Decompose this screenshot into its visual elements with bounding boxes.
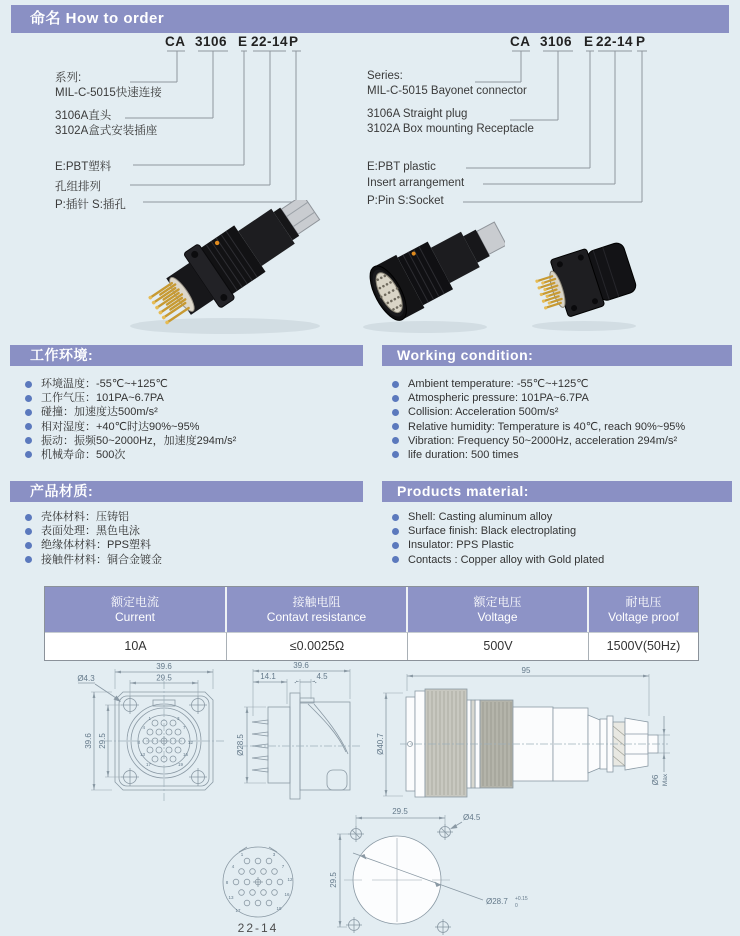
bullet-icon [392, 437, 399, 444]
spec-item [392, 420, 685, 434]
spec-item [25, 377, 236, 391]
pin-number: 16 [183, 752, 189, 757]
dim-cutout-height: 29.5 [329, 872, 338, 888]
spec-item-text: Collision: Acceleration 500m/s² [408, 406, 559, 419]
spec-item [392, 448, 685, 462]
spec-item [392, 434, 685, 448]
col-header-voltage-proof [589, 587, 698, 632]
pin-number: 7 [183, 725, 186, 730]
spec-item [392, 377, 685, 391]
label-insert: Insert arrangement [367, 177, 465, 189]
spec-item-text: 接触件材料：铜合金镀金 [41, 553, 162, 566]
dim-cutout-tol-upper: +0.15 [515, 896, 528, 902]
bullet-icon [25, 409, 32, 416]
working-condition-list-en [392, 377, 685, 462]
spec-item [25, 405, 236, 419]
spec-item-text: Surface finish: Black electroplating [408, 525, 577, 538]
side-view-drawing [236, 661, 360, 799]
pin-number: 12 [287, 877, 293, 882]
dim-front-height-inner: 29.5 [98, 733, 107, 749]
pin-number: 3 [177, 716, 180, 721]
dim-plug-dia: Ø40.7 [376, 733, 385, 755]
pin-number: 1 [148, 716, 151, 721]
spec-item-text: Ambient temperature: -55℃~+125℃ [408, 378, 589, 390]
connector-photo-plug-with-flange [105, 200, 340, 340]
spec-item-text: life duration: 500 times [408, 448, 519, 461]
label-material: E:PBT塑料 [55, 161, 112, 173]
pin-number: 3 [272, 852, 276, 857]
connector-photo-receptacle [522, 228, 652, 336]
col-header-en: Contavt resistance [266, 610, 367, 624]
col-header-cn: 接触电阻 [292, 595, 341, 609]
material-list-cn [25, 510, 162, 567]
dim-front-width-outer: 39.6 [156, 662, 172, 671]
pin-number: 16 [284, 892, 290, 897]
label-series-2: MIL-C-5015 Bayonet connector [367, 85, 527, 97]
dim-plug-length: 95 [521, 666, 531, 675]
bullet-icon [392, 542, 399, 549]
table-header-row [45, 587, 698, 632]
cell-current: 10A [45, 632, 227, 660]
col-header-en: Voltage [477, 610, 518, 624]
cell-voltage: 500V [408, 632, 589, 660]
dim-side-total: 39.6 [293, 661, 309, 670]
cell-contact-resistance: ≤0.0025Ω [227, 632, 408, 660]
label-series-1: Series: [367, 70, 403, 82]
spec-item-text: 壳体材料：压铸铝 [41, 511, 129, 523]
spec-item [25, 391, 236, 405]
bullet-icon [392, 395, 399, 402]
col-header-en: Voltage proof [608, 610, 679, 624]
bullet-icon [25, 542, 32, 549]
spec-table [44, 586, 699, 661]
dim-plug-cable-dia: Ø6 [651, 774, 660, 786]
material-list-en [392, 510, 604, 567]
pin-number: 13 [228, 895, 234, 900]
bullet-icon [392, 556, 399, 563]
section-title-material-cn: 产品材质: [10, 481, 363, 502]
insert-arrangement-label: 22-14 [237, 921, 279, 935]
spec-item-text: 碰撞：加速度达500m/s² [41, 406, 158, 419]
spec-item-text: 绝缘体材料：PPS塑料 [41, 539, 152, 552]
col-header-voltage [408, 587, 589, 632]
connector-photo-socket-plug [350, 212, 505, 340]
label-type-1: 3106A Straight plug [367, 108, 468, 120]
code-part-insert: 22-14 [251, 34, 289, 49]
spec-item [392, 538, 604, 552]
spec-item [392, 553, 604, 567]
bullet-icon [392, 409, 399, 416]
dim-front-height-outer: 39.6 [84, 733, 93, 749]
pin-number: 7 [281, 864, 285, 869]
front-view-drawing [77, 662, 224, 801]
working-condition-list-cn [25, 377, 236, 462]
spec-item-text: Contacts : Copper alloy with Gold plated [408, 553, 605, 566]
spec-item [25, 448, 236, 462]
insert-arrangement-drawing [223, 847, 293, 935]
code-part-material: E [238, 34, 248, 49]
spec-item [25, 510, 162, 524]
spec-item-text: 表面处理：黑色电泳 [41, 525, 140, 538]
dim-side-right: 4.5 [316, 672, 328, 681]
code-part-insert: 22-14 [596, 34, 634, 49]
pin-number: 17 [235, 908, 241, 913]
page-title: 命名 How to order [11, 5, 729, 33]
spec-item-text: Shell: Casting aluminum alloy [408, 511, 553, 523]
label-type-2: 3102A盒式安装插座 [55, 125, 158, 137]
bullet-icon [392, 423, 399, 430]
dim-plug-cable-max: Max [662, 773, 669, 787]
spec-item-text: 相对湿度：+40℃时达90%~95% [41, 420, 200, 433]
cell-voltage-proof: 1500V(50Hz) [589, 632, 698, 660]
dim-cutout-main-dia: Ø28.7 [486, 897, 508, 906]
dim-cutout-hole-dia: Ø4.5 [463, 813, 481, 822]
label-contact: P:插针 S:插孔 [55, 199, 126, 211]
pin-number: 19 [178, 762, 184, 767]
label-type-1: 3106A直头 [55, 110, 112, 122]
spec-item-text: 环境温度：-55℃~+125℃ [41, 378, 168, 390]
bullet-icon [392, 528, 399, 535]
pin-number: 12 [188, 740, 194, 745]
pin-number: 4 [231, 864, 235, 869]
spec-item [25, 553, 162, 567]
pin-number: 17 [145, 762, 151, 767]
pin-number: 8 [225, 880, 229, 885]
col-header-contact-resistance [227, 587, 408, 632]
code-part-contact: P [636, 34, 646, 49]
spec-item [392, 391, 685, 405]
label-material: E:PBT plastic [367, 161, 436, 173]
spec-item-text: Insulator: PPS Plastic [408, 539, 514, 552]
dim-cutout-width: 29.5 [392, 807, 408, 816]
section-title-working-cn: 工作环境: [10, 345, 363, 366]
code-part-shell: 3106 [195, 34, 228, 49]
bullet-icon [25, 437, 32, 444]
bullet-icon [25, 556, 32, 563]
dim-front-hole-dia: Ø4.3 [77, 674, 95, 683]
code-part-series: CA [165, 34, 186, 49]
pin-number: 13 [139, 752, 145, 757]
label-insert: 孔组排列 [55, 181, 101, 193]
code-part-contact: P [289, 34, 299, 49]
dim-cutout-tol-lower: 0 [515, 903, 518, 909]
spec-item [25, 434, 236, 448]
bullet-icon [25, 423, 32, 430]
label-type-2: 3102A Box mounting Receptacle [367, 123, 534, 135]
order-code-diagram-cn [40, 30, 370, 220]
pin-number: 4 [142, 725, 145, 730]
spec-item [392, 510, 604, 524]
dim-side-left: 14.1 [260, 672, 276, 681]
spec-item-text: Vibration: Frequency 50~2000Hz, acceleration 294m/s² [408, 434, 678, 447]
code-part-shell: 3106 [540, 34, 573, 49]
spec-item [392, 405, 685, 419]
dim-front-width-inner: 29.5 [156, 673, 172, 683]
col-header-cn: 额定电压 [473, 595, 522, 609]
spec-item [25, 538, 162, 552]
pin-number: 19 [276, 906, 282, 911]
dim-side-shroud-dia: Ø28.5 [236, 734, 245, 756]
col-header-current [45, 587, 227, 632]
plug-view-drawing [376, 666, 670, 797]
bullet-icon [392, 451, 399, 458]
spec-item [25, 420, 236, 434]
label-contact: P:Pin S:Socket [367, 195, 444, 207]
bullet-icon [25, 528, 32, 535]
technical-drawings [0, 656, 740, 936]
bullet-icon [25, 514, 32, 521]
col-header-en: Current [114, 610, 155, 624]
bullet-icon [25, 381, 32, 388]
code-part-material: E [584, 34, 594, 49]
spec-item-text: 工作气压：101PA~6.7PA [41, 392, 164, 405]
spec-item-text: 机械寿命：500次 [41, 448, 126, 461]
label-series-2: MIL-C-5015快速连接 [55, 87, 162, 99]
spec-item-text: Atmospheric pressure: 101PA~6.7PA [408, 392, 589, 405]
pin-number: 1 [240, 852, 244, 857]
section-title-working-en: Working condition: [382, 345, 732, 366]
bullet-icon [25, 395, 32, 402]
code-part-series: CA [510, 34, 531, 49]
spec-item-text: 振动：振频50~2000Hz，加速度294m/s² [41, 434, 237, 447]
bullet-icon [392, 381, 399, 388]
pin-number: 8 [137, 740, 140, 745]
spec-item-text: Relative humidity: Temperature is 40℃, reach 90%~95% [408, 420, 686, 433]
bullet-icon [392, 514, 399, 521]
order-code-diagram-en [360, 30, 690, 220]
spec-item [392, 524, 604, 538]
bullet-icon [25, 451, 32, 458]
col-header-cn: 额定电流 [110, 595, 159, 609]
col-header-cn: 耐电压 [625, 595, 662, 609]
panel-cutout-drawing [329, 807, 528, 935]
label-series-1: 系列: [55, 72, 82, 84]
spec-item [25, 524, 162, 538]
section-title-material-en: Products material: [382, 481, 732, 502]
